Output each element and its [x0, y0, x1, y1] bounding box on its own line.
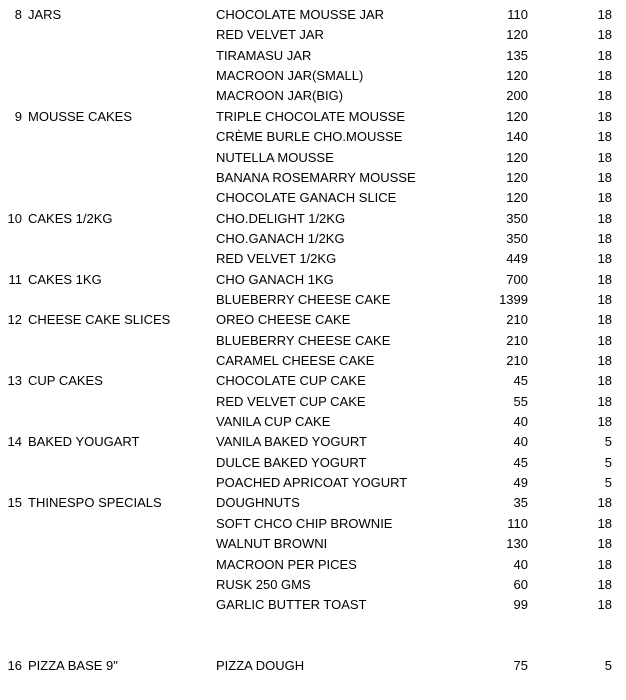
tax-rate: 18 — [597, 536, 612, 552]
category-name: CAKES 1/2KG — [28, 210, 113, 226]
table-row — [0, 392, 626, 412]
item-name: VANILA BAKED YOGURT — [216, 434, 367, 450]
section-number — [0, 46, 22, 66]
tax-rate: 18 — [597, 495, 612, 511]
tax-rate: 18 — [597, 312, 612, 328]
table-row — [0, 656, 626, 676]
section-number — [0, 290, 22, 310]
tax-rate: 18 — [597, 353, 612, 368]
tax-rate: 18 — [597, 414, 612, 429]
section-number — [0, 229, 22, 249]
table-row — [0, 25, 626, 45]
tax-rate: 5 — [604, 658, 612, 674]
item-price: 120 — [506, 149, 528, 165]
table-row — [0, 270, 626, 290]
table-row — [0, 432, 626, 452]
item-price: 140 — [506, 129, 528, 145]
tax-rate: 18 — [597, 393, 612, 409]
section-number: 12 — [7, 312, 22, 328]
section-number — [0, 66, 22, 86]
item-name: BANANA ROSEMARRY MOUSSE — [216, 169, 416, 185]
item-name: MACROON JAR(SMALL) — [216, 68, 364, 84]
tax-rate: 18 — [597, 556, 612, 572]
item-name: RED VELVET CUP CAKE — [216, 393, 366, 409]
category-name: CHEESE CAKE SLICES — [28, 312, 171, 328]
tax-rate: 18 — [597, 271, 612, 287]
item-name: CRÈME BURLE CHO.MOUSSE — [216, 129, 403, 145]
item-price: 40 — [513, 434, 528, 450]
item-price — [470, 616, 528, 636]
table-row — [0, 229, 626, 249]
item-name: CHO GANACH 1KG — [216, 271, 334, 287]
item-price: 200 — [506, 88, 528, 104]
table-row — [0, 188, 626, 208]
tax-rate: 18 — [597, 190, 612, 206]
section-number — [0, 392, 22, 412]
item-price: 45 — [513, 454, 528, 470]
tax-rate: 5 — [604, 475, 612, 491]
item-price: 130 — [506, 536, 528, 552]
table-row — [0, 66, 626, 86]
item-name: CHOCOLATE MOUSSE JAR — [216, 7, 385, 22]
item-price: 120 — [506, 169, 528, 185]
section-number: 14 — [7, 434, 22, 450]
section-number — [0, 453, 22, 473]
item-price: 135 — [506, 47, 528, 63]
item-price: 210 — [506, 332, 528, 348]
table-row — [0, 575, 626, 595]
item-name: CHO.DELIGHT 1/2KG — [216, 210, 346, 226]
table-row — [0, 412, 626, 432]
section-number: 15 — [7, 495, 22, 511]
item-price: 350 — [506, 210, 528, 226]
item-name: POACHED APRICOAT YOGURT — [216, 475, 408, 491]
tax-rate: 18 — [597, 169, 612, 185]
tax-rate: 18 — [597, 7, 612, 22]
item-name: DULCE BAKED YOGURT — [216, 454, 367, 470]
item-price: 49 — [513, 475, 528, 491]
item-price: 700 — [506, 271, 528, 287]
section-number: 13 — [7, 373, 22, 389]
table-row — [0, 46, 626, 66]
tax-rate: 18 — [597, 597, 612, 613]
item-name: VANILA CUP CAKE — [216, 414, 331, 429]
item-price: 120 — [506, 190, 528, 206]
item-name: DOUGHNUTS — [216, 495, 300, 511]
table-row — [0, 331, 626, 351]
item-price: 55 — [513, 393, 528, 409]
table-row — [0, 5, 626, 25]
item-price: 449 — [506, 251, 528, 267]
table-row — [0, 493, 626, 513]
section-number: 9 — [14, 108, 22, 124]
table-row — [0, 127, 626, 147]
item-name: RUSK 250 GMS — [216, 576, 311, 592]
section-number — [0, 148, 22, 168]
section-number: 10 — [7, 210, 22, 226]
tax-rate: 18 — [597, 149, 612, 165]
tax-rate: 18 — [597, 27, 612, 43]
item-name: TIRAMASU JAR — [216, 47, 312, 63]
category-name: THINESPO SPECIALS — [28, 495, 162, 511]
section-number — [0, 188, 22, 208]
section-number — [0, 555, 22, 575]
section-number — [0, 412, 22, 432]
tax-rate: 18 — [597, 251, 612, 267]
item-price: 35 — [513, 495, 528, 511]
table-row — [0, 168, 626, 188]
tax-rate: 18 — [597, 373, 612, 389]
table-row — [0, 351, 626, 371]
item-name: CHO.GANACH 1/2KG — [216, 230, 345, 246]
category-name: BAKED YOUGART — [28, 434, 140, 450]
item-name: TRIPLE CHOCOLATE MOUSSE — [216, 108, 406, 124]
item-price: 120 — [506, 108, 528, 124]
category-name: CUP CAKES — [28, 373, 103, 389]
tax-rate: 5 — [604, 434, 612, 450]
tax-rate: 18 — [597, 576, 612, 592]
tax-rate: 18 — [597, 332, 612, 348]
item-price: 75 — [513, 658, 528, 674]
item-price: 110 — [507, 515, 528, 531]
category-name: JARS — [28, 7, 62, 22]
table-row — [0, 636, 626, 656]
tax-rate — [560, 616, 612, 636]
section-number — [0, 514, 22, 534]
tax-rate: 18 — [597, 108, 612, 124]
table-row — [0, 514, 626, 534]
section-number — [0, 168, 22, 188]
section-number — [0, 595, 22, 615]
section-number — [0, 331, 22, 351]
item-price: 45 — [513, 373, 528, 389]
tax-rate: 18 — [597, 291, 612, 307]
table-row — [0, 249, 626, 269]
item-price: 120 — [506, 27, 528, 43]
section-number — [0, 636, 22, 656]
item-price: 99 — [513, 597, 528, 613]
item-price: 60 — [513, 576, 528, 592]
item-name: BLUEBERRY CHEESE CAKE — [216, 291, 391, 307]
table-row — [0, 473, 626, 493]
category-name: PIZZA BASE 9" — [28, 658, 118, 674]
table-row — [0, 595, 626, 615]
category-name: CAKES 1KG — [28, 271, 102, 287]
section-number — [0, 351, 22, 371]
tax-rate: 18 — [597, 210, 612, 226]
section-number: 8 — [14, 7, 22, 22]
item-name: OREO CHEESE CAKE — [216, 312, 351, 328]
item-name: CHOCOLATE CUP CAKE — [216, 373, 366, 389]
tax-rate: 18 — [597, 515, 612, 531]
item-price: 110 — [507, 7, 528, 22]
table-row — [0, 616, 626, 636]
category-name: MOUSSE CAKES — [28, 108, 133, 124]
tax-rate: 18 — [597, 88, 612, 104]
table-row — [0, 290, 626, 310]
section-number: 16 — [7, 658, 22, 674]
item-name: NUTELLA MOUSSE — [216, 149, 334, 165]
item-name: MACROON JAR(BIG) — [216, 88, 344, 104]
item-price — [470, 636, 528, 656]
section-number — [0, 534, 22, 554]
table-row — [0, 209, 626, 229]
tax-rate: 18 — [597, 68, 612, 84]
section-number — [0, 127, 22, 147]
section-number — [0, 575, 22, 595]
section-number — [0, 616, 22, 636]
item-name: PIZZA DOUGH — [216, 658, 305, 674]
item-price: 40 — [513, 414, 528, 429]
item-name: CHOCOLATE GANACH SLICE — [216, 190, 397, 206]
item-name: MACROON PER PICES — [216, 556, 357, 572]
item-name: CARAMEL CHEESE CAKE — [216, 353, 375, 368]
item-name: RED VELVET 1/2KG — [216, 251, 337, 267]
section-number — [0, 86, 22, 106]
item-name: BLUEBERRY CHEESE CAKE — [216, 332, 391, 348]
table-row — [0, 453, 626, 473]
section-number: 11 — [8, 271, 22, 287]
section-number — [0, 25, 22, 45]
item-price: 210 — [506, 353, 528, 368]
item-price: 350 — [506, 230, 528, 246]
table-row — [0, 310, 626, 330]
item-name: GARLIC BUTTER TOAST — [216, 597, 367, 613]
item-price: 40 — [513, 556, 528, 572]
tax-rate — [560, 636, 612, 656]
tax-rate: 5 — [604, 454, 612, 470]
table-row — [0, 107, 626, 127]
item-name: RED VELVET JAR — [216, 27, 324, 43]
item-name: SOFT CHCO CHIP BROWNIE — [216, 515, 393, 531]
item-name: WALNUT BROWNI — [216, 536, 328, 552]
tax-rate: 18 — [597, 230, 612, 246]
table-row — [0, 371, 626, 391]
table-row — [0, 534, 626, 554]
table-row — [0, 555, 626, 575]
item-price: 120 — [506, 68, 528, 84]
section-number — [0, 473, 22, 493]
item-price: 1399 — [499, 291, 528, 307]
tax-rate: 18 — [597, 129, 612, 145]
section-number — [0, 249, 22, 269]
tax-rate: 18 — [597, 47, 612, 63]
table-row — [0, 86, 626, 106]
item-price: 210 — [506, 312, 528, 328]
table-row — [0, 148, 626, 168]
